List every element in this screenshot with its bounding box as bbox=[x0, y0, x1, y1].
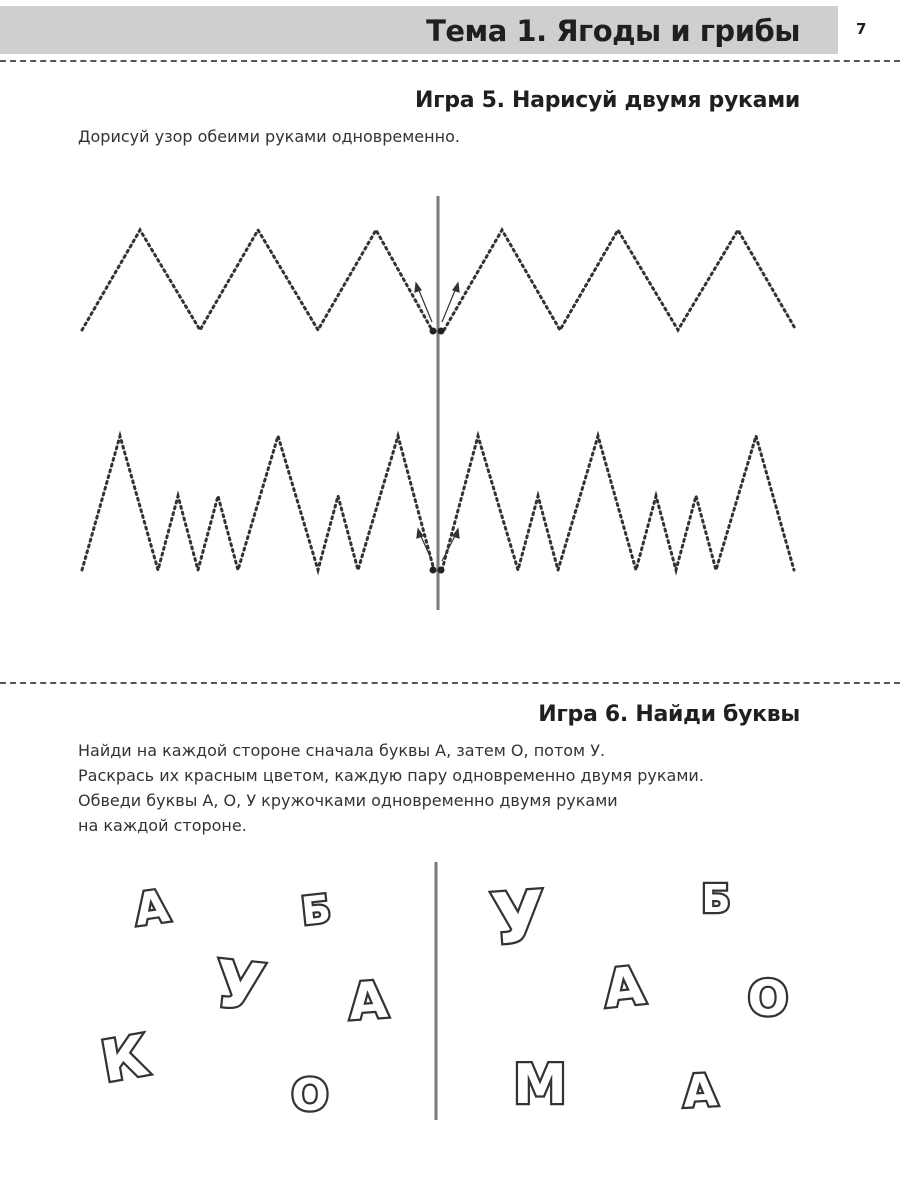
game5-instruction: Дорисуй узор обеими руками одновременно. bbox=[78, 127, 460, 146]
zigzag-left-dotted bbox=[82, 230, 432, 330]
letter-right-4[interactable]: О bbox=[747, 971, 789, 1027]
letter-left-2[interactable]: Б bbox=[299, 886, 333, 934]
start-dot-right bbox=[438, 567, 445, 574]
start-dot-right bbox=[438, 328, 445, 335]
game6-title: Игра 6. Найди буквы bbox=[538, 702, 800, 727]
zigzag-right-dotted bbox=[444, 230, 796, 330]
game6-instruction-line-2: Раскрась их красным цветом, каждую пару одновременно двумя руками. bbox=[78, 766, 704, 785]
right-letter-set bbox=[488, 875, 788, 1118]
letter-right-1[interactable]: У bbox=[488, 875, 548, 961]
letter-right-6[interactable]: А bbox=[681, 1065, 719, 1118]
topic-title: Тема 1. Ягоды и грибы bbox=[426, 14, 800, 48]
peaks-right-dotted bbox=[442, 436, 794, 570]
letter-right-5[interactable]: М bbox=[513, 1053, 567, 1116]
left-letter-set bbox=[97, 881, 390, 1121]
peaks-left-dotted bbox=[82, 436, 434, 570]
letter-right-2[interactable]: Б bbox=[701, 877, 731, 921]
game5-title: Игра 5. Нарисуй двумя руками bbox=[414, 88, 800, 113]
game6-instruction-line-1: Найди на каждой стороне сначала буквы А, затем О, потом У. bbox=[78, 741, 606, 760]
letter-left-4[interactable]: А bbox=[346, 970, 390, 1032]
letter-left-5[interactable]: К bbox=[96, 1023, 153, 1096]
letter-left-3[interactable]: У bbox=[211, 947, 269, 1027]
letter-left-1[interactable]: А bbox=[131, 880, 173, 937]
page-number: 7 bbox=[856, 20, 867, 38]
game6-instruction-line-3: Обведи буквы А, О, У кружочками одновременно двумя руками bbox=[78, 791, 618, 810]
start-dot-left bbox=[430, 328, 437, 335]
game6-instruction-line-4: на каждой стороне. bbox=[78, 816, 247, 835]
letter-right-3[interactable]: А bbox=[601, 956, 648, 1020]
letter-left-6[interactable]: О bbox=[291, 1070, 329, 1121]
start-dot-left bbox=[430, 567, 437, 574]
